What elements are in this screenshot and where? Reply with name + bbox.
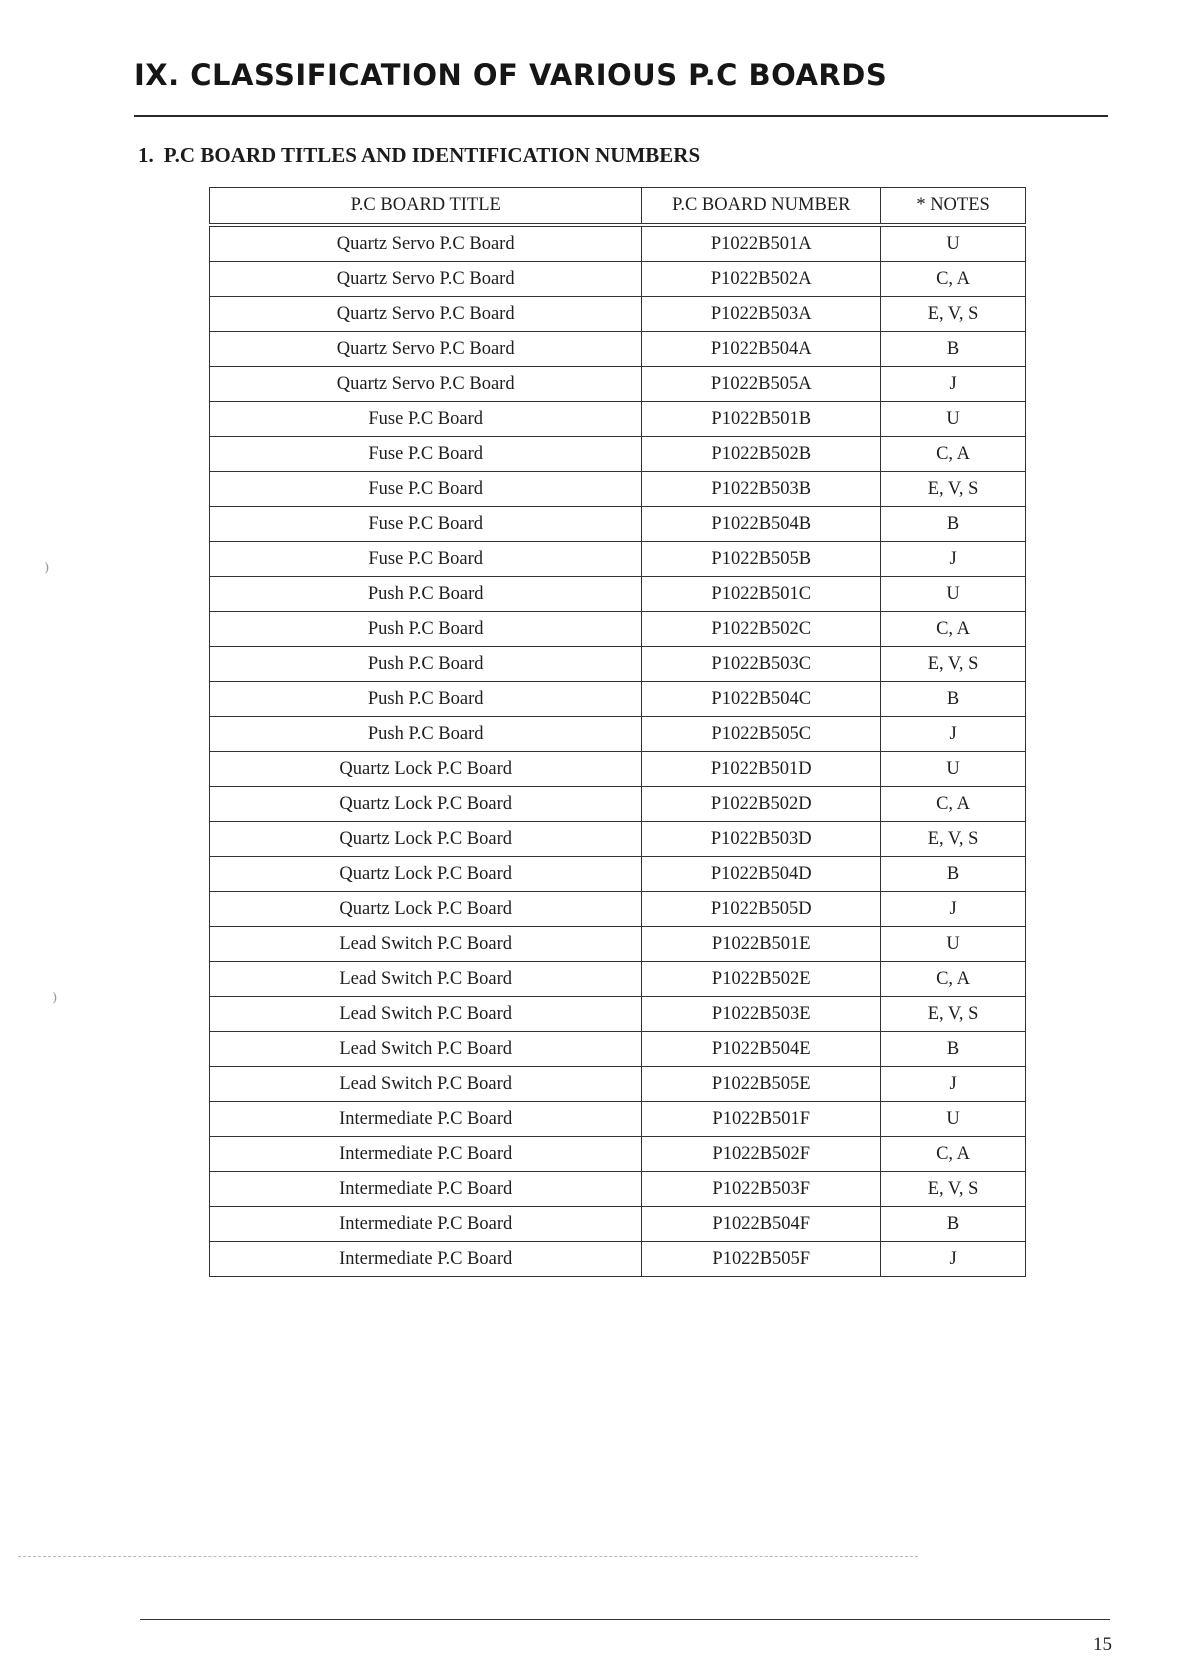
cell-notes: U (881, 402, 1026, 437)
cell-board-number: P1022B502C (642, 612, 881, 647)
table-row (210, 542, 1026, 577)
cell-notes: E, V, S (881, 997, 1026, 1032)
table-row (210, 1207, 1026, 1242)
table-row (210, 225, 1026, 262)
table-row (210, 472, 1026, 507)
cell-board-number: P1022B505E (642, 1067, 881, 1102)
cell-board-number: P1022B505D (642, 892, 881, 927)
cell-notes: C, A (881, 1137, 1026, 1172)
cell-board-title: Intermediate P.C Board (210, 1102, 642, 1137)
cell-board-number: P1022B504A (642, 332, 881, 367)
table-row (210, 822, 1026, 857)
binding-hole-mark: ⁾ (52, 990, 58, 1015)
table-row (210, 1032, 1026, 1067)
cell-notes: B (881, 1032, 1026, 1067)
cell-notes: U (881, 752, 1026, 787)
cell-notes: U (881, 1102, 1026, 1137)
cell-board-title: Quartz Lock P.C Board (210, 787, 642, 822)
table-row (210, 962, 1026, 997)
cell-board-title: Push P.C Board (210, 647, 642, 682)
table-row (210, 612, 1026, 647)
cell-board-title: Lead Switch P.C Board (210, 1032, 642, 1067)
cell-notes: C, A (881, 787, 1026, 822)
cell-board-title: Push P.C Board (210, 612, 642, 647)
section-heading-text: P.C BOARD TITLES AND IDENTIFICATION NUMBERS (163, 143, 701, 167)
cell-notes: U (881, 225, 1026, 262)
cell-notes: E, V, S (881, 472, 1026, 507)
binding-hole-mark: ⁾ (44, 560, 50, 585)
cell-board-title: Fuse P.C Board (210, 542, 642, 577)
scan-dotted-line (18, 1556, 918, 1557)
cell-notes: C, A (881, 612, 1026, 647)
cell-board-number: P1022B504F (642, 1207, 881, 1242)
cell-notes: B (881, 1207, 1026, 1242)
cell-board-title: Fuse P.C Board (210, 507, 642, 542)
cell-board-title: Push P.C Board (210, 577, 642, 612)
section-number: 1. (138, 143, 154, 167)
cell-board-number: P1022B502E (642, 962, 881, 997)
cell-board-title: Lead Switch P.C Board (210, 997, 642, 1032)
table-row (210, 507, 1026, 542)
cell-notes: E, V, S (881, 822, 1026, 857)
table-row (210, 1067, 1026, 1102)
cell-board-title: Intermediate P.C Board (210, 1242, 642, 1277)
table-row (210, 1172, 1026, 1207)
cell-board-title: Push P.C Board (210, 682, 642, 717)
cell-notes: B (881, 857, 1026, 892)
cell-board-number: P1022B502A (642, 262, 881, 297)
cell-board-number: P1022B503B (642, 472, 881, 507)
cell-board-number: P1022B503D (642, 822, 881, 857)
table-row (210, 577, 1026, 612)
table-row (210, 1137, 1026, 1172)
cell-board-title: Quartz Servo P.C Board (210, 367, 642, 402)
cell-notes: U (881, 577, 1026, 612)
cell-notes: C, A (881, 962, 1026, 997)
cell-notes: J (881, 892, 1026, 927)
cell-notes: J (881, 1242, 1026, 1277)
table-row (210, 787, 1026, 822)
cell-board-number: P1022B504C (642, 682, 881, 717)
table-body (210, 225, 1026, 1277)
cell-board-title: Quartz Lock P.C Board (210, 752, 642, 787)
cell-board-title: Push P.C Board (210, 717, 642, 752)
cell-board-number: P1022B504B (642, 507, 881, 542)
cell-board-title: Fuse P.C Board (210, 472, 642, 507)
page-number: 15 (1093, 1634, 1112, 1655)
page-title: IX. CLASSIFICATION OF VARIOUS P.C BOARDS (134, 58, 888, 92)
footer-divider (140, 1619, 1110, 1620)
pc-board-table (209, 187, 1026, 1277)
cell-board-title: Lead Switch P.C Board (210, 962, 642, 997)
table-row (210, 332, 1026, 367)
cell-board-title: Intermediate P.C Board (210, 1172, 642, 1207)
cell-notes: J (881, 367, 1026, 402)
cell-board-number: P1022B503A (642, 297, 881, 332)
cell-board-number: P1022B502D (642, 787, 881, 822)
table-row (210, 1242, 1026, 1277)
cell-board-number: P1022B501E (642, 927, 881, 962)
cell-board-number: P1022B504E (642, 1032, 881, 1067)
cell-notes: C, A (881, 437, 1026, 472)
table-row (210, 997, 1026, 1032)
cell-board-number: P1022B503C (642, 647, 881, 682)
cell-board-number: P1022B501C (642, 577, 881, 612)
cell-board-number: P1022B504D (642, 857, 881, 892)
cell-board-title: Intermediate P.C Board (210, 1137, 642, 1172)
table-row (210, 367, 1026, 402)
cell-notes: B (881, 682, 1026, 717)
cell-notes: U (881, 927, 1026, 962)
cell-board-number: P1022B501D (642, 752, 881, 787)
table-row (210, 647, 1026, 682)
cell-board-title: Quartz Lock P.C Board (210, 822, 642, 857)
cell-board-title: Quartz Lock P.C Board (210, 857, 642, 892)
table-row (210, 682, 1026, 717)
cell-notes: J (881, 717, 1026, 752)
table-row (210, 402, 1026, 437)
column-header-title: P.C BOARD TITLE (210, 188, 642, 226)
table-header-row (210, 188, 1026, 226)
column-header-number: P.C BOARD NUMBER (642, 188, 881, 226)
cell-board-title: Quartz Servo P.C Board (210, 225, 642, 262)
cell-board-number: P1022B503E (642, 997, 881, 1032)
table-row (210, 297, 1026, 332)
section-heading (138, 143, 700, 168)
table-row (210, 1102, 1026, 1137)
table-row (210, 927, 1026, 962)
cell-board-number: P1022B505B (642, 542, 881, 577)
cell-notes: B (881, 507, 1026, 542)
cell-notes: J (881, 1067, 1026, 1102)
title-divider (134, 115, 1108, 117)
cell-board-number: P1022B501B (642, 402, 881, 437)
cell-notes: C, A (881, 262, 1026, 297)
cell-board-title: Fuse P.C Board (210, 437, 642, 472)
table-row (210, 892, 1026, 927)
table-row (210, 717, 1026, 752)
cell-board-number: P1022B505F (642, 1242, 881, 1277)
table-row (210, 752, 1026, 787)
cell-board-title: Lead Switch P.C Board (210, 1067, 642, 1102)
cell-board-title: Quartz Servo P.C Board (210, 332, 642, 367)
cell-board-number: P1022B501A (642, 225, 881, 262)
cell-board-title: Quartz Servo P.C Board (210, 262, 642, 297)
cell-board-number: P1022B505A (642, 367, 881, 402)
cell-board-number: P1022B502B (642, 437, 881, 472)
table-row (210, 262, 1026, 297)
cell-board-title: Lead Switch P.C Board (210, 927, 642, 962)
cell-notes: E, V, S (881, 297, 1026, 332)
cell-notes: E, V, S (881, 647, 1026, 682)
cell-board-number: P1022B505C (642, 717, 881, 752)
table-row (210, 437, 1026, 472)
cell-notes: E, V, S (881, 1172, 1026, 1207)
cell-board-title: Quartz Servo P.C Board (210, 297, 642, 332)
cell-board-title: Intermediate P.C Board (210, 1207, 642, 1242)
column-header-notes: * NOTES (881, 188, 1026, 226)
cell-notes: B (881, 332, 1026, 367)
cell-board-title: Quartz Lock P.C Board (210, 892, 642, 927)
cell-board-number: P1022B502F (642, 1137, 881, 1172)
cell-notes: J (881, 542, 1026, 577)
cell-board-number: P1022B503F (642, 1172, 881, 1207)
table-row (210, 857, 1026, 892)
cell-board-title: Fuse P.C Board (210, 402, 642, 437)
cell-board-number: P1022B501F (642, 1102, 881, 1137)
